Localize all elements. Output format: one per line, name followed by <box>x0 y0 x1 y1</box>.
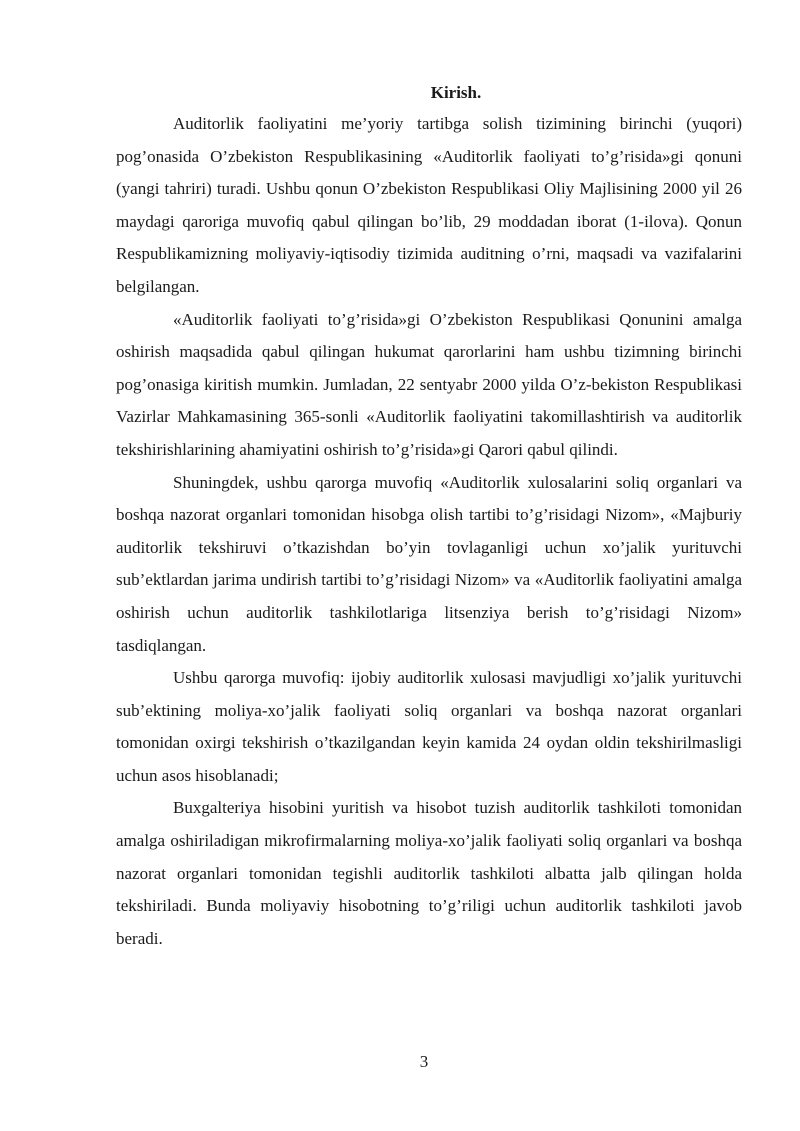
paragraph-regulations: Shuningdek, ushbu qarorga muvofiq «Auditorlik xulosalarini soliq organlari va boshqa nazorat organlari tomonidan hisobga olish tartibi to’g’risidagi Nizom», «Majburiy auditorlik tekshiruvi o’tkazishdan bo’yin tovlaganligi uchun xo’jalik yurituvchi sub’ektlardan jarima undirish tartibi to’g’risidagi Nizom» va «Auditorlik faoliyatini amalga oshirish uchun auditorlik tashkilotlariga litsenziya berish to’g’risidagi Nizom» tasdiqlangan. <box>116 472 742 655</box>
document-title: Kirish. <box>430 83 482 102</box>
paragraph-microfirms: Buxgalteriya hisobini yuritish va hisobot tuzish auditorlik tashkiloti tomonidan amalga oshiriladigan mikrofirmalarning moliya-xo’jalik faoliyati soliq organlari va boshqa nazorat organlari tomonidan tegishli auditorlik tashkiloti albatta jalb qilingan holda tekshiriladi. Bunda moliyaviy hisobotning to’g’riligi uchun auditorlik tashkiloti javob beradi. <box>116 798 742 948</box>
paragraph-audit-conclusion: Ushbu qarorga muvofiq: ijobiy auditorlik xulosasi mavjudligi xo’jalik yurituvchi sub’ektining moliya-xo’jalik faoliyati soliq organlari va boshqa nazorat organlari tomonidan oxirgi tekshirish o’tkazilgandan keyin kamida 24 oydan oldin tekshirilmasligi uchun asos hisoblanadi; <box>116 668 742 785</box>
paragraph-intro-law: Auditorlik faoliyatini me’yoriy tartibga solish tizimining birinchi (yuqori) pog’onasida O’zbekiston Respublikasining «Auditorlik faoliyati to’g’risida»gi qonuni (yangi tahriri) turadi. Ushbu qonun O’zbekiston Respublikasi Oliy Majlisining 2000 yil 26 maydagi qaroriga muvofiq qabul qilingan bo’lib, 29 moddadan iborat (1-ilova). Qonun Respublikamizning moliyaviy-iqtisodiy tizimida auditning o’rni, maqsadi va vazifalarini belgilangan. <box>116 114 742 296</box>
document-page <box>116 78 742 955</box>
page-number: 3 <box>419 1052 429 1071</box>
paragraph-government-decisions: «Auditorlik faoliyati to’g’risida»gi O’zbekiston Respublikasi Qonunini amalga oshirish maqsadida qabul qilingan hukumat qarorlarini ham ushbu tizimning birinchi pog’onasiga kiritish mumkin. Jumladan, 22 sentyabr 2000 yilda O’z-bekiston Respublikasi Vazirlar Mahkamasining 365-sonli «Auditorlik faoliyatini takomillashtirish va auditorlik tekshirishlarining ahamiyatini oshirish to’g’risida»gi Qarori qabul qilindi. <box>116 309 742 459</box>
